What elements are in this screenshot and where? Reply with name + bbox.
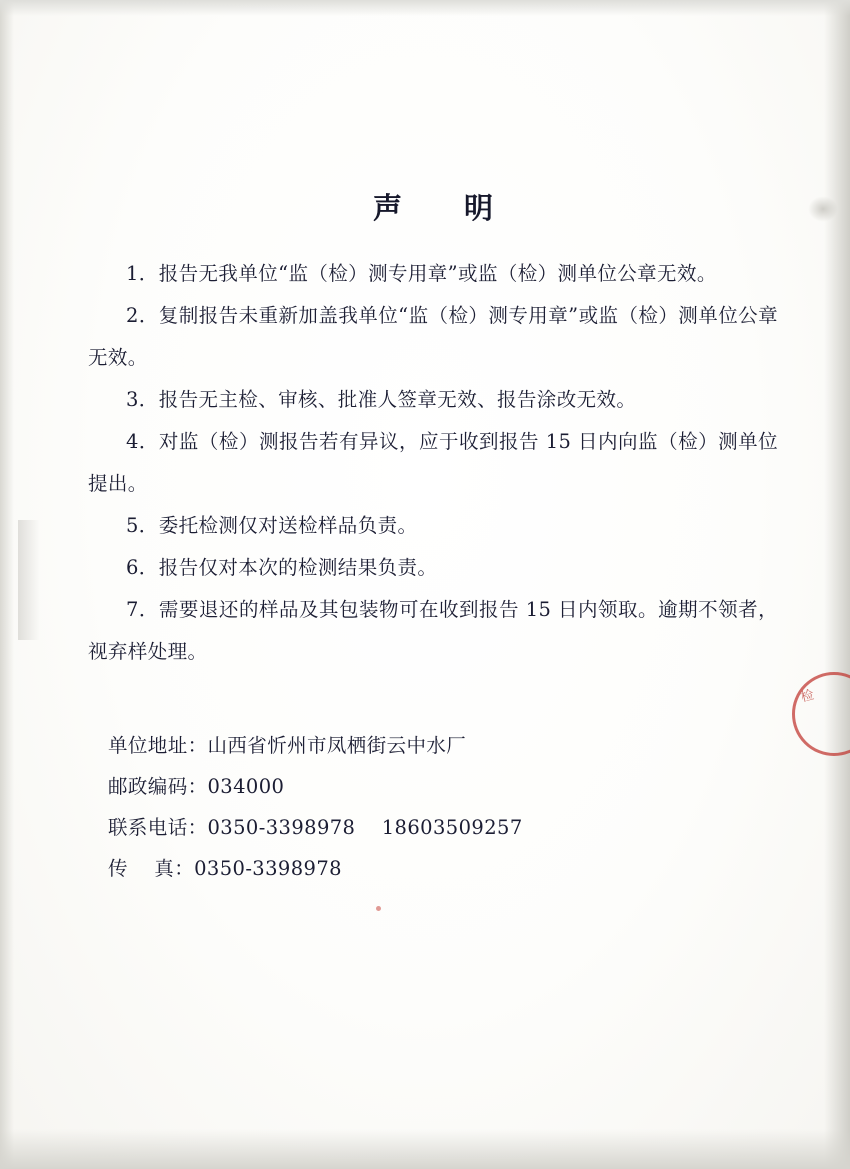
clause-item: 5．委托检测仅对送检样品负责。: [126, 514, 418, 537]
scan-smudge: [808, 196, 838, 222]
page-title: 声 明: [372, 191, 520, 225]
contact-fax: 传 真：0350-3398978: [108, 857, 342, 880]
clause-item: 2．复制报告未重新加盖我单位“监（检）测专用章”或监（检）测单位公章无效。: [88, 304, 778, 369]
contact-telephone: 联系电话：0350-3398978 18603509257: [108, 816, 523, 839]
scan-smudge: [18, 520, 40, 640]
red-seal-fragment: [792, 672, 850, 756]
contact-postcode: 邮政编码：034000: [108, 775, 285, 798]
clause-item: 3．报告无主检、审核、批准人签章无效、报告涂改无效。: [126, 388, 637, 411]
scan-edge-top: [0, 0, 850, 16]
clause-item: 6．报告仅对本次的检测结果负责。: [126, 556, 438, 579]
clause-item: 1．报告无我单位“监（检）测专用章”或监（检）测单位公章无效。: [126, 262, 717, 285]
seal-text: 检: [799, 687, 817, 706]
ink-speck: [376, 906, 381, 911]
scan-edge-bottom: [0, 1129, 850, 1169]
scan-edge-right: [824, 0, 850, 1169]
scan-edge-left: [0, 0, 14, 1169]
clause-item: 7．需要退还的样品及其包装物可在收到报告 15 日内领取。逾期不领者，视弃样处理。: [88, 598, 778, 663]
document-body: [88, 186, 778, 889]
contact-address: 单位地址：山西省忻州市凤栖街云中水厂: [108, 734, 467, 757]
clause-item: 4．对监（检）测报告若有异议，应于收到报告 15 日内向监（检）测单位提出。: [88, 430, 778, 495]
contact-block: [88, 725, 778, 889]
